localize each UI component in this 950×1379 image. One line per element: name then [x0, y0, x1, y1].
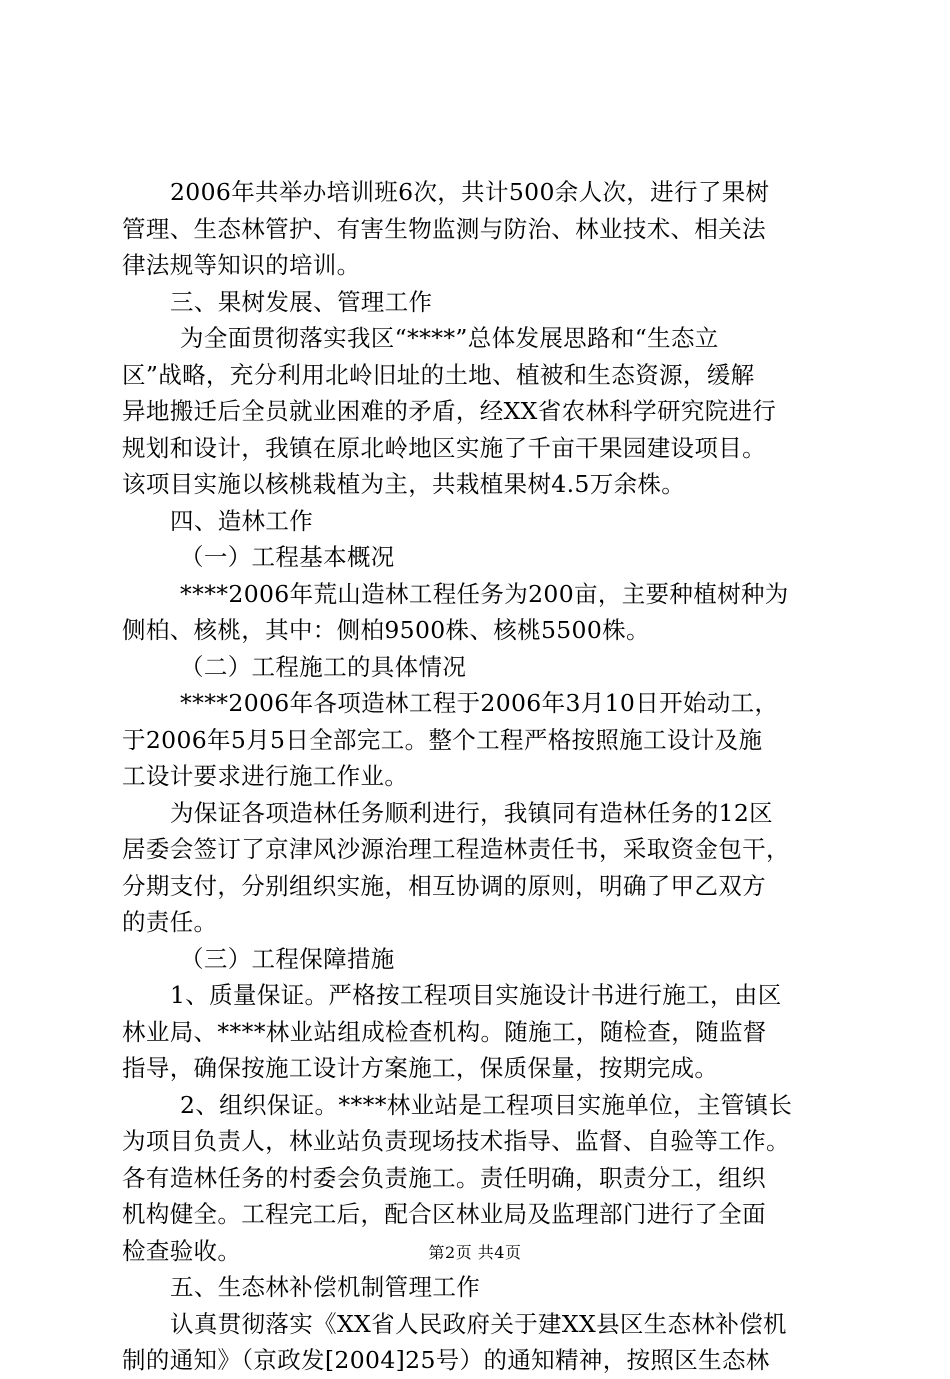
text-line: （一）工程基本概况: [180, 543, 395, 571]
text-line: 的责任。: [122, 908, 218, 936]
text-line: 制的通知》（京政发[2004]25号）的通知精神，按照区生态林: [122, 1346, 770, 1374]
text-line: 机构健全。工程完工后，配合区林业局及监理部门进行了全面: [122, 1200, 766, 1228]
text-line: 侧柏、核桃，其中：侧柏9500株、核桃5500株。: [122, 616, 650, 644]
text-line: 五、生态林补偿机制管理工作: [170, 1273, 481, 1301]
text-line: （二）工程施工的具体情况: [180, 652, 467, 681]
text-line: 2006年共举办培训班6次，共计500余人次，进行了果树: [170, 178, 770, 206]
text-line: 居委会签订了京津风沙源治理工程造林责任书，采取资金包干，: [122, 835, 790, 863]
text-line: 为保证各项造林任务顺利进行，我镇同有造林任务的12区: [170, 798, 774, 827]
text-line: 林业局、****林业站组成检查机构。随施工，随检查，随监督: [122, 1017, 767, 1046]
document-body: [122, 174, 838, 1379]
text-line: 2、组织保证。****林业站是工程项目实施单位，主管镇长: [180, 1090, 793, 1119]
text-line: 三、果树发展、管理工作: [170, 287, 433, 316]
text-line: 1、质量保证。严格按工程项目实施设计书进行施工，由区: [170, 981, 782, 1009]
text-line: 该项目实施以核桃栽植为主，共栽植果树4.5万余株。: [122, 470, 686, 498]
text-line: 检查验收。: [122, 1236, 242, 1265]
text-line: 区”战略，充分利用北岭旧址的土地、植被和生态资源，缓解: [122, 360, 755, 389]
text-line: 认真贯彻落实《XX省人民政府关于建XX县区生态林补偿机: [170, 1309, 787, 1338]
text-line: ****2006年各项造林工程于2006年3月10日开始动工，: [180, 689, 779, 717]
text-line: 分期支付，分别组织实施，相互协调的原则，明确了甲乙双方: [122, 871, 766, 900]
text-line: 指导，确保按施工设计方案施工，保质保量，按期完成。: [122, 1054, 719, 1082]
text-line: 于2006年5月5日全部完工。整个工程严格按照施工设计及施: [122, 725, 763, 754]
text-line: ****2006年荒山造林工程任务为200亩，主要种植树种为: [180, 579, 789, 608]
text-line: 各有造林任务的村委会负责施工。责任明确，职责分工，组织: [122, 1163, 766, 1192]
text-line: 管理、生态林管护、有害生物监测与防治、林业技术、相关法: [122, 214, 766, 243]
text-line: 规划和设计，我镇在原北岭地区实施了千亩干果园建设项目。: [122, 433, 766, 462]
text-line: 四、造林工作: [170, 506, 314, 535]
text-line: （三）工程保障措施: [180, 944, 395, 973]
text-line: 为项目负责人，林业站负责现场技术指导、监督、自验等工作。: [122, 1127, 790, 1155]
text-line: 工设计要求进行施工作业。: [122, 762, 409, 790]
text-line: 律法规等知识的培训。: [122, 251, 361, 279]
page-footer: [0, 1243, 950, 1263]
text-line: 异地搬迁后全员就业困难的矛盾，经XX省农林科学研究院进行: [122, 397, 777, 425]
page-number: 第2页 共4页: [428, 1243, 522, 1262]
text-line: 为全面贯彻落实我区“****”总体发展思路和“生态立: [180, 324, 719, 352]
